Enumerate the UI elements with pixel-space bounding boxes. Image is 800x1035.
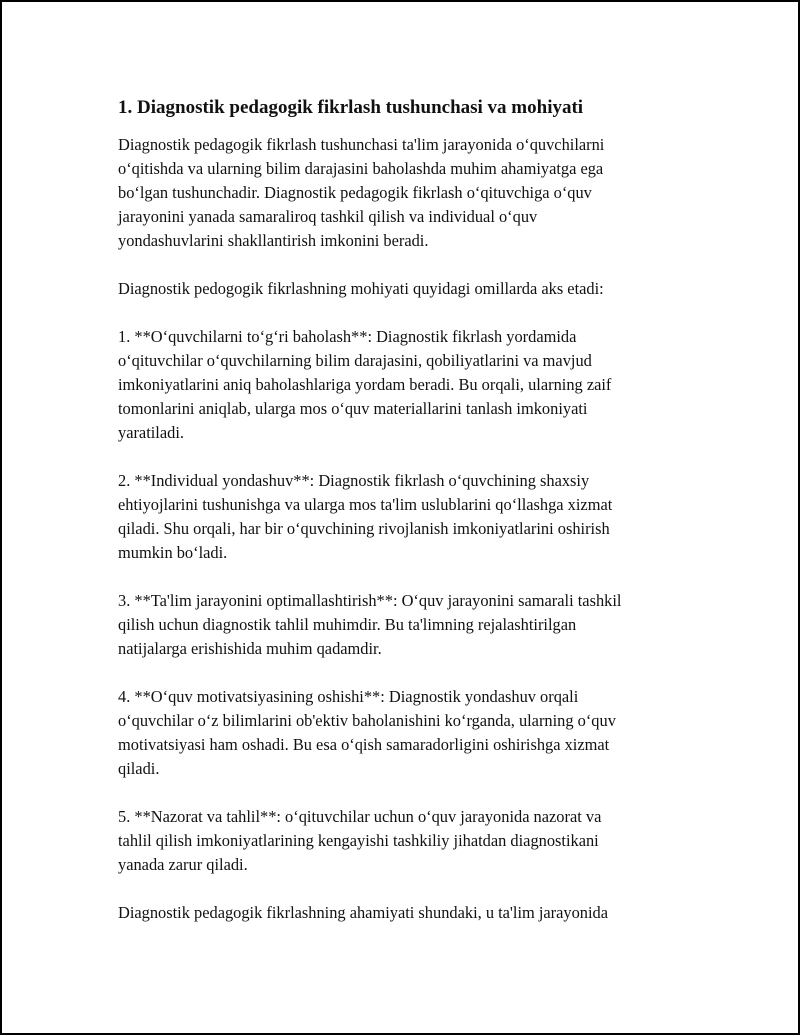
text-line: Diagnostik pedagogik fikrlashning ahamiyati shundaki, u ta'lim jarayonida bbox=[118, 903, 609, 922]
list-item-1 bbox=[118, 325, 698, 445]
document-body bbox=[118, 94, 698, 949]
text-line: 2. **Individual yondashuv**: Diagnostik fikrlash oʻquvchining shaxsiy bbox=[118, 471, 590, 490]
text-line: Diagnostik pedagogik fikrlash tushunchasi ta'lim jarayonida oʻquvchilarni bbox=[118, 135, 605, 154]
paragraph-conclusion bbox=[118, 901, 698, 925]
text-line: Diagnostik pedogogik fikrlashning mohiyati quyidagi omillarda aks etadi: bbox=[118, 279, 604, 298]
text-line: motivatsiyasi ham oshadi. Bu esa oʻqish samaradorligini oshirishga xizmat bbox=[118, 735, 610, 754]
text-line: 1. **Oʻquvchilarni toʻgʻri baholash**: Diagnostik fikrlash yordamida bbox=[118, 327, 577, 346]
text-line: qilish uchun diagnostik tahlil muhimdir. Bu ta'limning rejalashtirilgan bbox=[118, 615, 577, 634]
text-line: natijalarga erishishida muhim qadamdir. bbox=[118, 639, 382, 658]
text-line: 3. **Ta'lim jarayonini optimallashtirish**: Oʻquv jarayonini samarali tashkil bbox=[118, 591, 622, 610]
list-item-4 bbox=[118, 685, 698, 781]
text-line: oʻqitishda va ularning bilim darajasini baholashda muhim ahamiyatga ega bbox=[118, 159, 604, 178]
text-line: imkoniyatlarini aniq baholashlariga yordam beradi. Bu orqali, ularning zaif bbox=[118, 375, 612, 394]
text-line: oʻquvchilar oʻz bilimlarini ob'ektiv baholanishini koʻrganda, ularning oʻquv bbox=[118, 711, 616, 730]
text-line: oʻqituvchilar oʻquvchilarning bilim darajasini, qobiliyatlarini va mavjud bbox=[118, 351, 592, 370]
text-line: boʻlgan tushunchadir. Diagnostik pedagogik fikrlash oʻqituvchiga oʻquv bbox=[118, 183, 592, 202]
text-line: yanada zarur qiladi. bbox=[118, 855, 248, 874]
section-heading: 1. Diagnostik pedagogik fikrlash tushunchasi va mohiyati bbox=[118, 97, 584, 118]
list-item-2 bbox=[118, 469, 698, 565]
text-line: yaratiladi. bbox=[118, 423, 184, 442]
text-line: qiladi. Shu orqali, har bir oʻquvchining rivojlanish imkoniyatlarini oshirish bbox=[118, 519, 610, 538]
text-line: qiladi. bbox=[118, 759, 160, 778]
text-line: jarayonini yanada samaraliroq tashkil qilish va individual oʻquv bbox=[118, 207, 538, 226]
paragraph-factors-intro bbox=[118, 277, 698, 301]
text-line: tahlil qilish imkoniyatlarining kengayishi tashkiliy jihatdan diagnostikani bbox=[118, 831, 599, 850]
list-item-5 bbox=[118, 805, 698, 877]
list-item-3 bbox=[118, 589, 698, 661]
text-line: yondashuvlarini shakllantirish imkonini beradi. bbox=[118, 231, 429, 250]
text-line: 4. **Oʻquv motivatsiyasining oshishi**: Diagnostik yondashuv orqali bbox=[118, 687, 579, 706]
text-line: 5. **Nazorat va tahlil**: oʻqituvchilar uchun oʻquv jarayonida nazorat va bbox=[118, 807, 602, 826]
paragraph-intro bbox=[118, 133, 698, 253]
text-line: tomonlarini aniqlab, ularga mos oʻquv materiallarini tanlash imkoniyati bbox=[118, 399, 588, 418]
text-line: mumkin boʻladi. bbox=[118, 543, 228, 562]
text-line: ehtiyojlarini tushunishga va ularga mos ta'lim uslublarini qoʻllashga xizmat bbox=[118, 495, 613, 514]
